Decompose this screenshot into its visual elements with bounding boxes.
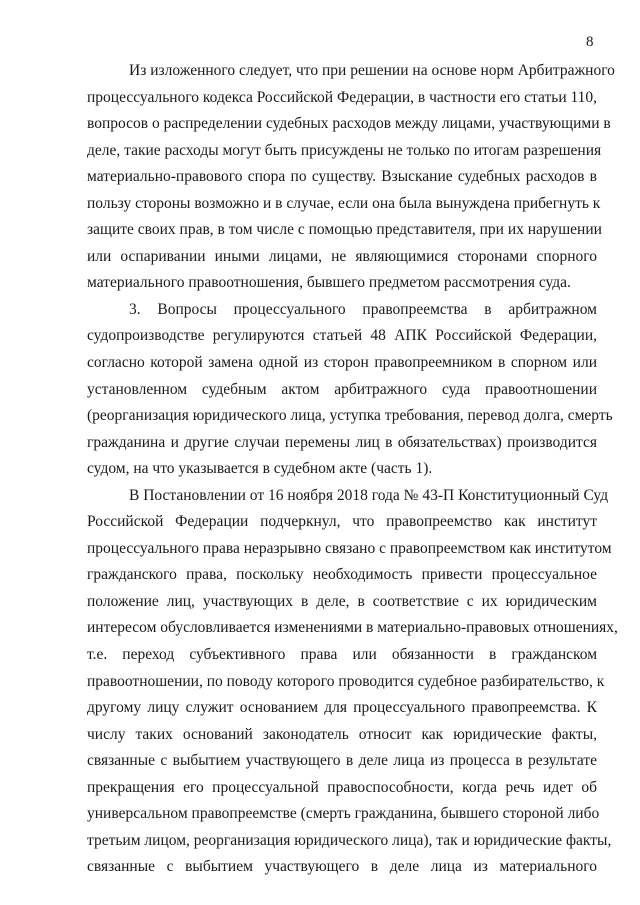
text-line: 3. Вопросы процессуального правопреемства в арбитражном (129, 300, 597, 318)
text-line: гражданского права, поскольку необходимость привести процессуальное (87, 566, 597, 584)
text-line: т.е. переход субъективного права или обязанности в гражданском (87, 646, 597, 664)
text-line: вопросов о распределении судебных расходов между лицами, участвующими в (87, 115, 611, 133)
text-line: деле, такие расходы могут быть присуждены не только по итогам разрешения (87, 141, 602, 159)
text-line: судопроизводстве регулируются статьей 48 АПК Российской Федерации, (87, 327, 597, 345)
text-line: связанные с выбытием участвующего в деле лица из процесса в результате (87, 752, 597, 770)
text-line: правоотношении, по поводу которого проводится судебное разбирательство, к (87, 672, 605, 690)
text-line: гражданина и другие случаи перемены лиц в обязательствах) производится (87, 433, 597, 451)
text-line: интересом обусловливается изменениями в материально-правовых отношениях, (87, 619, 618, 637)
paragraph-1 (87, 58, 615, 297)
text-line: установленном судебным актом арбитражного суда правоотношении (87, 380, 597, 398)
text-line: третьим лицом, реорганизация юридического лица), так и юридические факты, (87, 831, 612, 849)
text-line: Российской Федерации подчеркнул, что правопреемство как институт (87, 513, 597, 531)
text-line: другому лицу служит основанием для процессуального правопреемства. К (87, 699, 597, 717)
text-line: согласно которой замена одной из сторон правопреемником в спорном или (87, 354, 597, 372)
text-line: материально-правового спора по существу. Взыскание судебных расходов в (87, 168, 597, 186)
text-line: связанные с выбытием участвующего в деле лица из материального (87, 858, 597, 876)
text-line: универсальном правопреемстве (смерть гражданина, бывшего стороной либо (87, 805, 600, 823)
text-line: (реорганизация юридического лица, уступка требования, перевод долга, смерть (87, 407, 613, 425)
page-number: 8 (586, 34, 594, 50)
text-line: материального правоотношения, бывшего предметом рассмотрения суда. (87, 274, 571, 292)
text-line: прекращения его процессуальной правоспособности, когда речь идет об (87, 778, 597, 796)
text-line: или оспаривании иными лицами, не являющимися сторонами спорного (87, 247, 597, 265)
text-line: процессуального права неразрывно связано с правопреемством как институтом (87, 539, 612, 557)
text-line: защите своих прав, в том числе с помощью представителя, при их нарушении (87, 221, 602, 239)
paragraph-3 (87, 483, 618, 881)
text-line: положение лиц, участвующих в деле, в соответствие с их юридическим (87, 592, 597, 610)
text-line: судом, на что указывается в судебном акте (часть 1). (87, 460, 433, 478)
text-line: пользу стороны возможно и в случае, если она была вынуждена прибегнуть к (87, 194, 601, 212)
text-line: процессуального кодекса Российской Федерации, в частности его статьи 110, (87, 88, 598, 106)
text-line: числу таких оснований законодатель относит как юридические факты, (87, 725, 597, 743)
text-line: Из изложенного следует, что при решении на основе норм Арбитражного (129, 62, 615, 79)
text-line: В Постановлении от 16 ноября 2018 года № 43-П Конституционный Суд (129, 486, 609, 504)
document-body (87, 58, 618, 881)
paragraph-2 (87, 297, 613, 483)
